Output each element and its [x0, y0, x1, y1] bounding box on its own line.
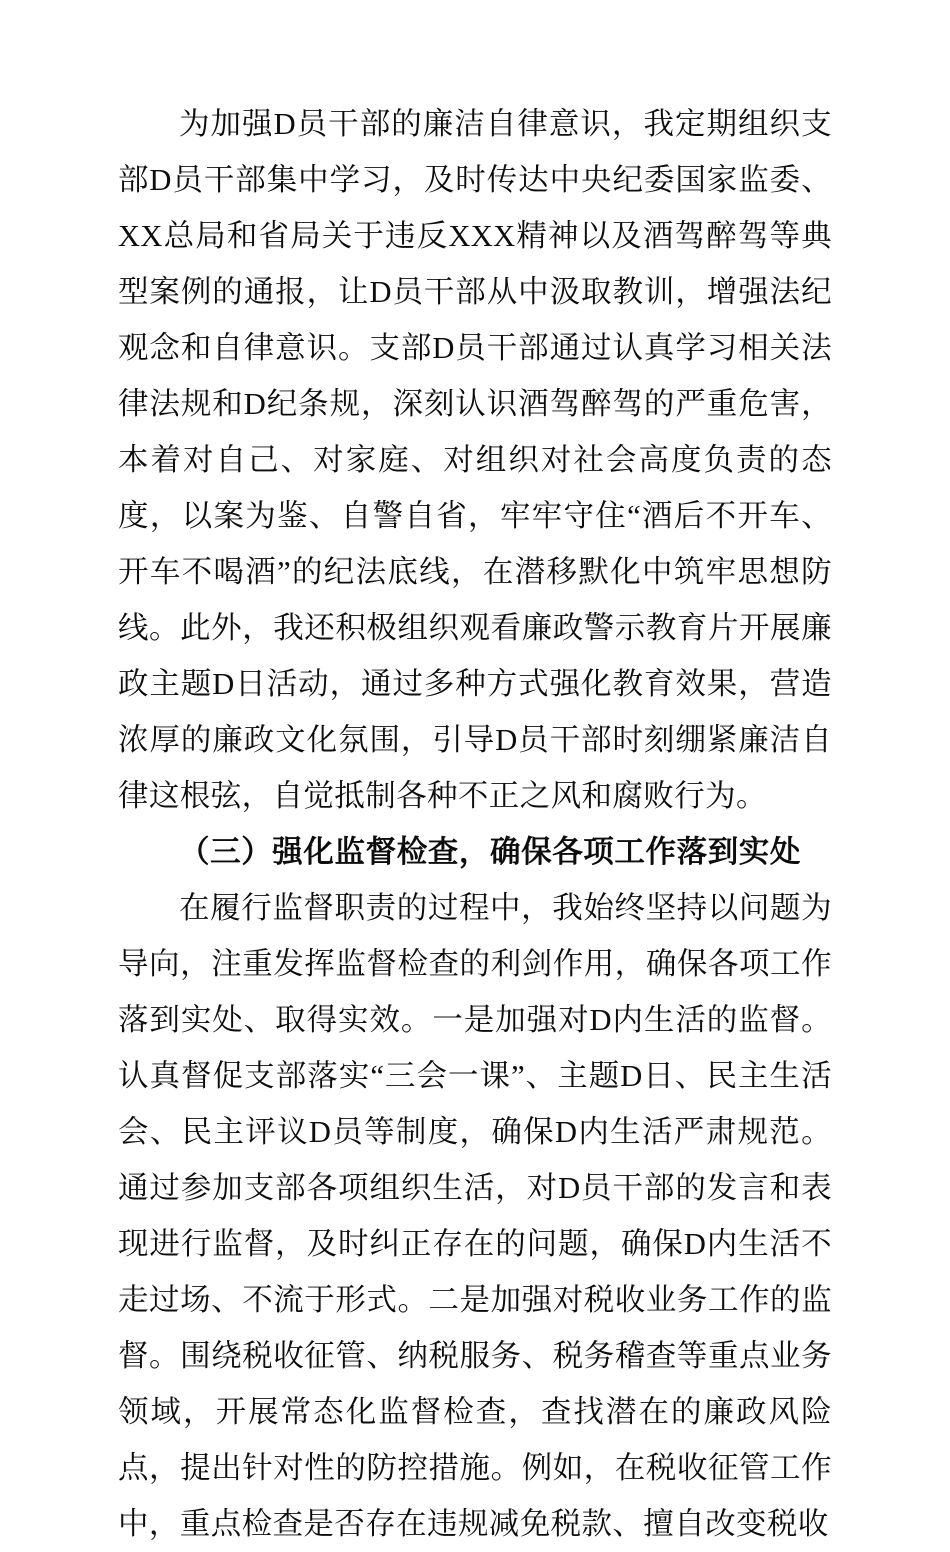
document-body	[118, 96, 832, 1552]
paragraph-supervision-duties: 在履行监督职责的过程中，我始终坚持以问题为导向，注重发挥监督检查的利剑作用，确保各项工作落到实处、取得实效。一是加强对D内生活的监督。认真督促支部落实“三会一课”、主题D日、民主生活会、民主评议D员等制度，确保D内生活严肃规范。通过参加支部各项组织生活，对D员干部的发言和表现进行监督，及时纠正存在的问题，确保D内生活不走过场、不流于形式。二是加强对税收业务工作的监督。围绕税收征管、纳税服务、税务稽查等重点业务领域，开展常态化监督检查，查找潜在的廉政风险点，提出针对性的防控措施。例如，在税收征管工作中，重点检查是否存在违规减免税款、擅自改变税收	[118, 891, 832, 1541]
section-heading-supervision: （三）强化监督检查，确保各项工作落到实处	[179, 835, 801, 869]
paragraph-self-discipline-education: 为加强D员干部的廉洁自律意识，我定期组织支部D员干部集中学习，及时传达中央纪委国家监委、XX总局和省局关于违反XXX精神以及酒驾醉驾等典型案例的通报，让D员干部从中汲取教训，增强法纪观念和自律意识。支部D员干部通过认真学习相关法律法规和D纪条规，深刻认识酒驾醉驾的严重危害，本着对自己、对家庭、对组织对社会高度负责的态度，以案为鉴、自警自省，牢牢守住“酒后不开车、开车不喝酒”的纪法底线，在潜移默化中筑牢思想防线。此外，我还积极组织观看廉政警示教育片开展廉政主题D日活动，通过多种方式强化教育效果，营造浓厚的廉政文化氛围，引导D员干部时刻绷紧廉洁自律这根弦，自觉抵制各种不正之风和腐败行为。	[118, 107, 832, 813]
